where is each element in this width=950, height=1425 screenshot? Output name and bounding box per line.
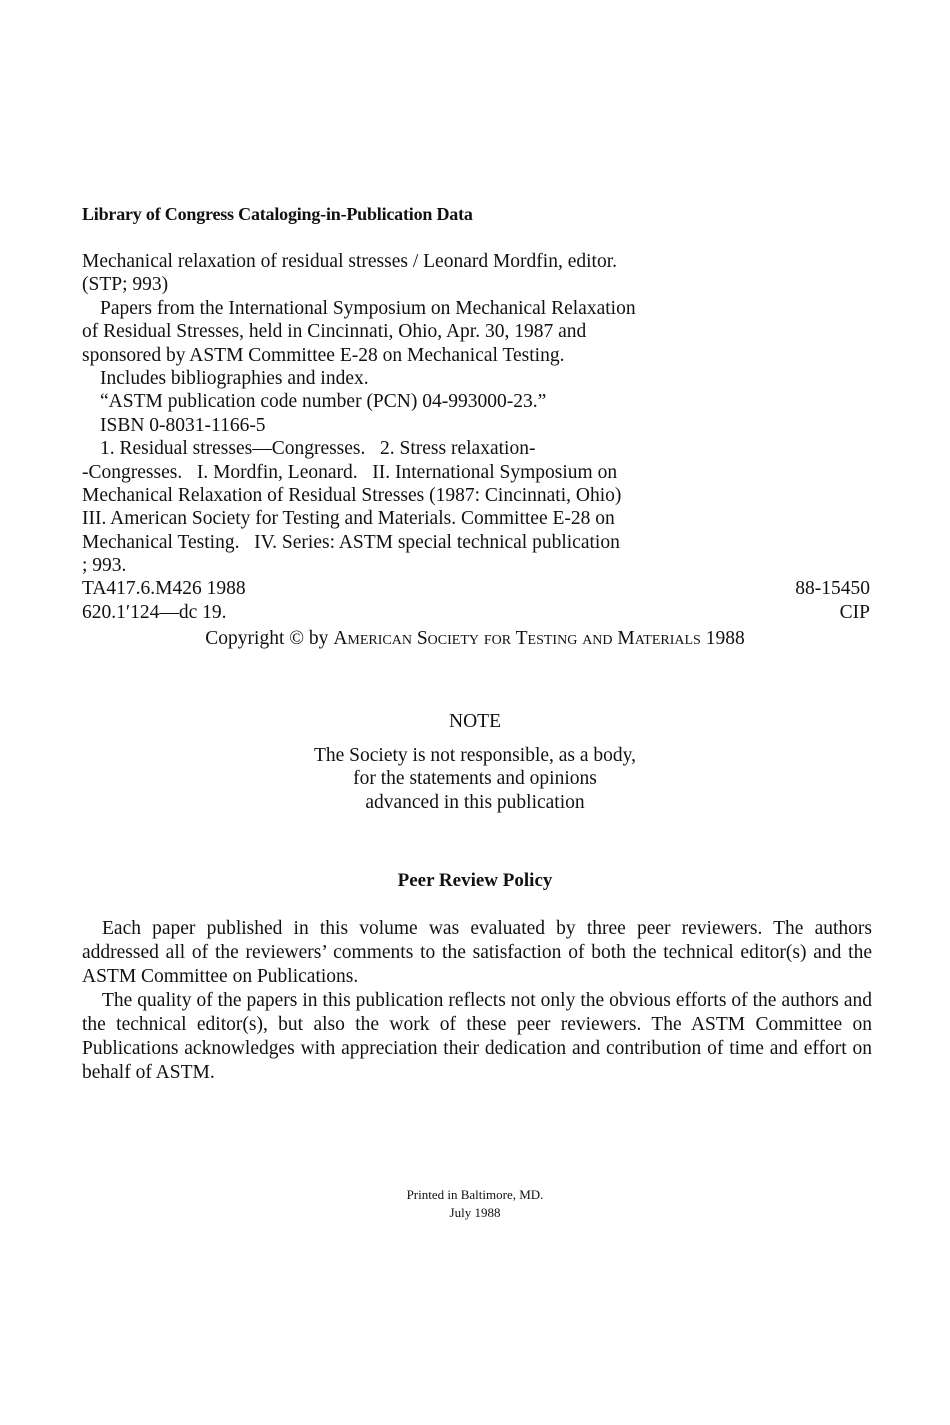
cip-note-line: sponsored by ASTM Committee E-28 on Mechanical Testing. [82, 344, 565, 366]
cip-subject-line: Mechanical Relaxation of Residual Stresses (1987: Cincinnati, Ohio) [82, 484, 622, 506]
imprint [0, 1186, 950, 1222]
peer-review-body [82, 917, 872, 1085]
cip-title-line: Mechanical relaxation of residual stresses / Leonard Mordfin, editor. [82, 251, 617, 272]
note-line: advanced in this publication [365, 791, 585, 813]
cip-subject-line: -Congresses. I. Mordfin, Leonard. II. International Symposium on [82, 461, 618, 483]
cip-isbn-line: ISBN 0-8031-1166-5 [100, 414, 266, 436]
peer-review-paragraph: Each paper published in this volume was evaluated by three peer reviewers. The authors addressed all of the reviewers’ comments to the satisfaction of both the technical editor(s) and the ASTM Committee on Publications. [82, 918, 872, 987]
cip-label: CIP [839, 601, 870, 623]
dewey-number: 620.1′124—dc 19. [82, 601, 227, 623]
copyright-year: 1988 [700, 628, 745, 649]
cip-series-line: (STP; 993) [82, 274, 169, 296]
printed-place: Printed in Baltimore, MD. [406, 1187, 544, 1202]
copyright-notice [0, 628, 950, 650]
peer-review-title: Peer Review Policy [397, 870, 553, 891]
note-title: NOTE [449, 711, 501, 732]
note-line: The Society is not responsible, as a body, [313, 745, 637, 766]
note-body [0, 744, 950, 814]
cip-note-line: of Residual Stresses, held in Cincinnati, Ohio, Apr. 30, 1987 and [82, 321, 587, 343]
cip-note-line: Includes bibliographies and index. [100, 367, 369, 389]
cip-note-line: “ASTM publication code number (PCN) 04-993000-23.” [100, 391, 547, 413]
cip-subject-line: ; 993. [82, 555, 127, 577]
cip-subject-line: 1. Residual stresses—Congresses. 2. Stress relaxation- [100, 438, 536, 460]
cip-record [82, 250, 872, 624]
cip-note-line: Papers from the International Symposium on Mechanical Relaxation [100, 297, 636, 319]
note-line: for the statements and opinions [353, 768, 597, 790]
cip-subject-line: Mechanical Testing. IV. Series: ASTM special technical publication [82, 531, 620, 553]
cip-classification-line [82, 577, 870, 600]
lccn: 88-15450 [795, 578, 870, 600]
call-number: TA417.6.M426 1988 [82, 578, 246, 600]
copyright-prefix: Copyright © by [205, 628, 334, 649]
cip-heading: Library of Congress Cataloging-in-Publication Data [82, 204, 473, 224]
cip-classification-line [82, 601, 870, 624]
printed-date: July 1988 [449, 1205, 501, 1220]
cip-subject-line: III. American Society for Testing and Materials. Committee E-28 on [82, 508, 615, 530]
peer-review-paragraph: The quality of the papers in this publication reflects not only the obvious efforts of the authors and the technical editor(s), but also the work of these peer reviewers. The ASTM Committee on Publications acknowledges with appreciation their dedication and contribution of time and effort on behalf of ASTM. [82, 990, 872, 1083]
copyright-publisher: American Society for Testing and Materials [333, 628, 701, 649]
